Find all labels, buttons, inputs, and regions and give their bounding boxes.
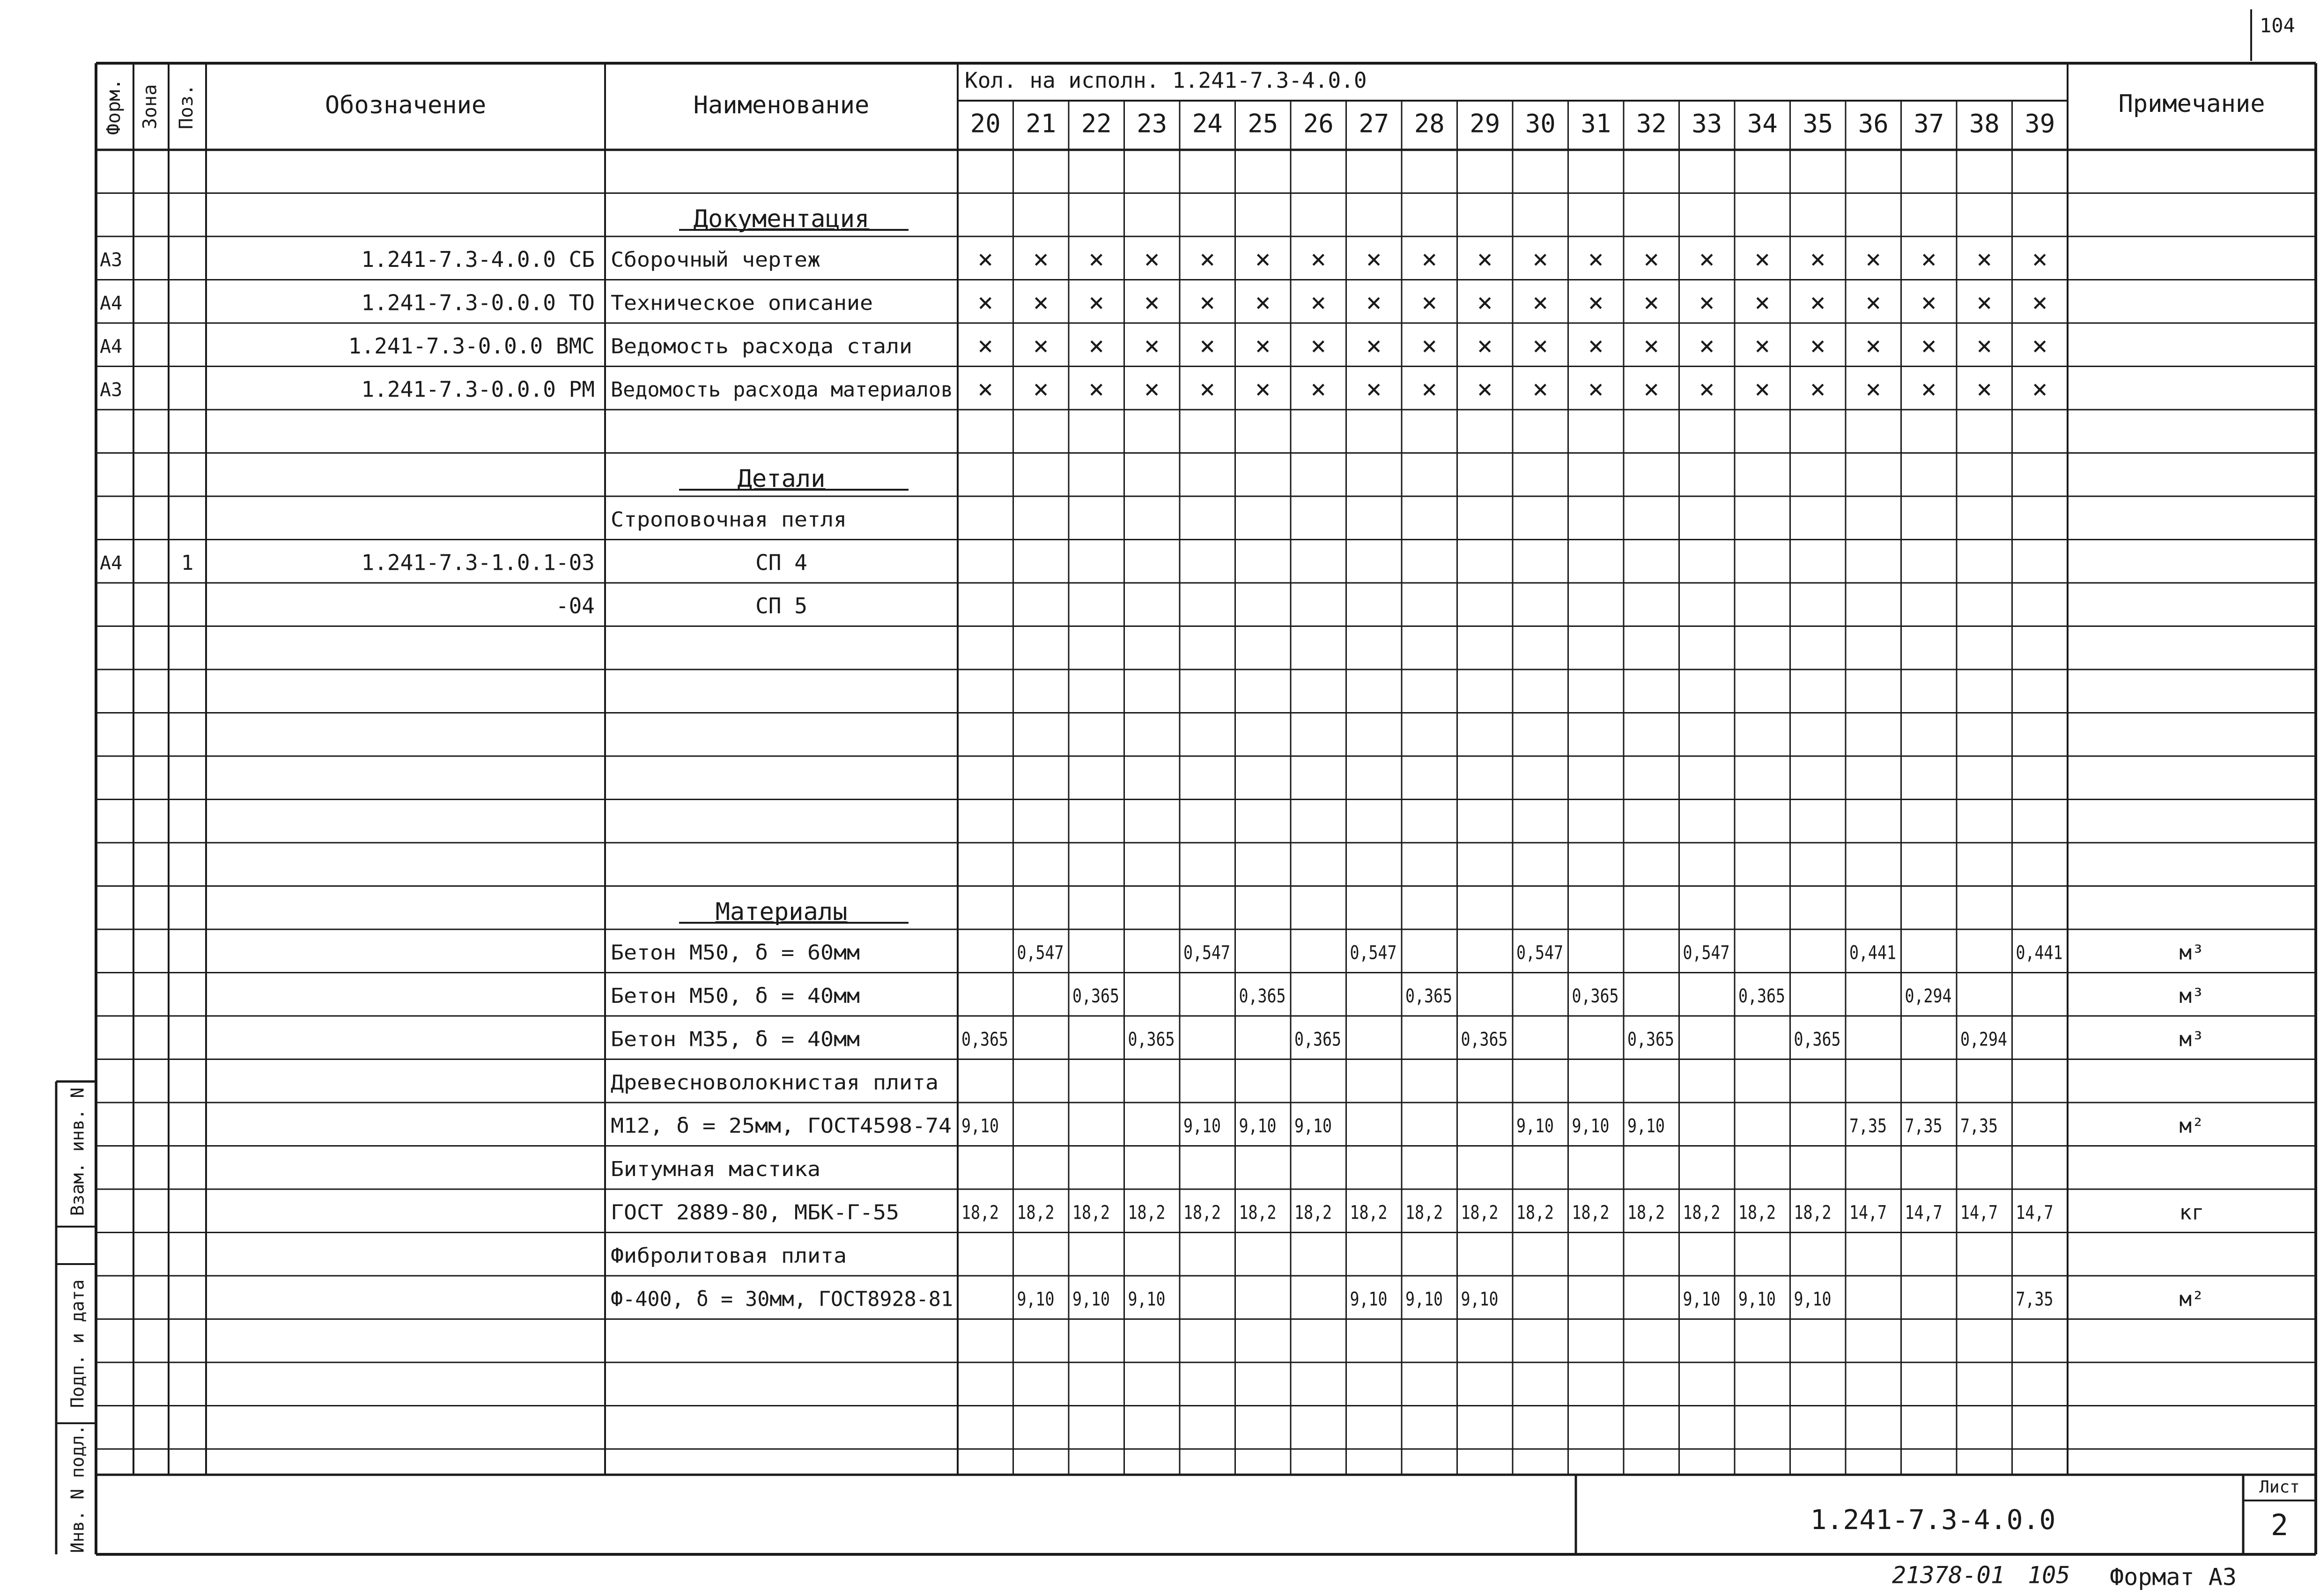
document-code: 1.241-7.3-4.0.0 (1810, 1504, 2056, 1536)
qty-value: 18,2 (1294, 1202, 1332, 1224)
qty-value: 14,7 (1849, 1202, 1887, 1224)
variant-number: 28 (1414, 109, 1445, 139)
qty-value: 9,10 (1183, 1115, 1221, 1137)
qty-mark: × (1699, 331, 1715, 361)
qty-mark: × (1310, 244, 1327, 275)
qty-value: 9,10 (1683, 1288, 1721, 1310)
qty-mark: × (1255, 287, 1271, 318)
qty-value: 18,2 (1128, 1202, 1166, 1224)
variant-number: 37 (1914, 109, 1944, 139)
qty-value: 9,10 (1461, 1288, 1499, 1310)
row-note: м³ (2179, 1027, 2204, 1052)
qty-mark: × (1976, 287, 1993, 318)
row-name: Сборочный чертеж (611, 248, 820, 272)
qty-mark: × (1310, 331, 1327, 361)
qty-mark: × (1810, 244, 1826, 275)
qty-value: 18,2 (1017, 1202, 1055, 1224)
qty-mark: × (1033, 331, 1049, 361)
qty-mark: × (1865, 244, 1882, 275)
qty-mark: × (1255, 331, 1271, 361)
qty-mark: × (1699, 244, 1715, 275)
qty-value: 0,365 (1794, 1029, 1841, 1051)
variant-number: 35 (1803, 109, 1833, 139)
qty-value: 0,365 (1239, 985, 1286, 1007)
qty-mark: × (1144, 287, 1160, 318)
qty-value: 9,10 (1239, 1115, 1277, 1137)
qty-mark: × (1921, 331, 1937, 361)
qty-mark: × (1754, 374, 1771, 405)
qty-mark: × (1255, 374, 1271, 405)
qty-mark: × (1532, 244, 1549, 275)
qty-mark: × (1532, 331, 1549, 361)
header-designation: Обозначение (325, 91, 487, 119)
qty-value: 14,7 (1960, 1202, 1998, 1224)
qty-value: 9,10 (1572, 1115, 1610, 1137)
qty-mark: × (1199, 374, 1216, 405)
qty-mark: × (1921, 287, 1937, 318)
qty-value: 18,2 (1239, 1202, 1277, 1224)
header-note: Примечание (2118, 90, 2265, 118)
qty-mark: × (1643, 374, 1660, 405)
stamp-label: Подп. и дата (67, 1279, 88, 1408)
variant-number: 31 (1581, 109, 1611, 139)
qty-mark: × (977, 287, 994, 318)
qty-mark: × (1144, 331, 1160, 361)
qty-mark: × (1588, 287, 1604, 318)
row-name: Ведомость расхода стали (611, 334, 912, 359)
row-note: кг (2179, 1200, 2204, 1225)
qty-mark: × (1033, 374, 1049, 405)
row-name: Битумная мастика (611, 1157, 820, 1181)
qty-value: 18,2 (1627, 1202, 1665, 1224)
variant-number: 32 (1636, 109, 1667, 139)
qty-mark: × (1754, 244, 1771, 275)
qty-value: 0,365 (1294, 1029, 1341, 1051)
row-name: Строповочная петля (611, 507, 847, 532)
qty-value: 0,365 (1572, 985, 1619, 1007)
qty-mark: × (1366, 331, 1382, 361)
row-name: Бетон М35, δ = 40мм (611, 1027, 860, 1052)
qty-value: 18,2 (1683, 1202, 1721, 1224)
qty-value: 18,2 (1738, 1202, 1776, 1224)
qty-mark: × (1366, 374, 1382, 405)
header-name: Наименование (693, 91, 870, 119)
qty-value: 9,10 (1072, 1288, 1110, 1310)
qty-mark: × (2032, 374, 2048, 405)
qty-mark: × (1532, 287, 1549, 318)
qty-mark: × (977, 374, 994, 405)
qty-mark: × (1588, 374, 1604, 405)
variant-number: 26 (1303, 109, 1334, 139)
qty-mark: × (1033, 244, 1049, 275)
qty-mark: × (1088, 374, 1105, 405)
qty-value: 0,547 (1183, 942, 1230, 964)
qty-value: 18,2 (1405, 1202, 1443, 1224)
sheet-number: 2 (2270, 1508, 2289, 1543)
variant-number: 39 (2024, 109, 2055, 139)
qty-value: 9,10 (1738, 1288, 1776, 1310)
qty-value: 0,365 (1072, 985, 1119, 1007)
qty-mark: × (1477, 374, 1493, 405)
qty-mark: × (1643, 331, 1660, 361)
section-heading: Документация (693, 205, 870, 233)
variant-number: 38 (1969, 109, 2000, 139)
qty-value: 0,365 (1128, 1029, 1175, 1051)
qty-mark: × (1366, 287, 1382, 318)
qty-value: 9,10 (1627, 1115, 1665, 1137)
qty-mark: × (1088, 287, 1105, 318)
variant-number: 33 (1692, 109, 1722, 139)
row-name: СП 5 (755, 593, 807, 618)
qty-value: 14,7 (1905, 1202, 1943, 1224)
qty-mark: × (977, 244, 994, 275)
qty-value: 0,294 (1960, 1029, 2007, 1051)
qty-value: 9,10 (1794, 1288, 1832, 1310)
row-note: м³ (2179, 941, 2204, 965)
qty-value: 18,2 (1350, 1202, 1388, 1224)
qty-mark: × (1421, 331, 1438, 361)
header-zone: Зона (139, 84, 161, 130)
qty-mark: × (1976, 374, 1993, 405)
qty-mark: × (1310, 287, 1327, 318)
qty-mark: × (1865, 374, 1882, 405)
variant-number: 24 (1192, 109, 1223, 139)
qty-value: 0,365 (1461, 1029, 1508, 1051)
qty-mark: × (1976, 244, 1993, 275)
qty-mark: × (1810, 287, 1826, 318)
row-name: М12, δ = 25мм, ГОСТ4598-74 (611, 1114, 952, 1138)
qty-value: 9,10 (1128, 1288, 1166, 1310)
qty-value: 9,10 (1350, 1288, 1388, 1310)
qty-mark: × (1699, 374, 1715, 405)
qty-mark: × (1421, 374, 1438, 405)
qty-value: 9,10 (1405, 1288, 1443, 1310)
qty-mark: × (1754, 287, 1771, 318)
qty-mark: × (1255, 244, 1271, 275)
qty-value: 0,441 (1849, 942, 1896, 964)
row-designation: 1.241-7.3-0.0.0 ТО (361, 290, 595, 316)
qty-value: 18,2 (1516, 1202, 1554, 1224)
qty-mark: × (1865, 331, 1882, 361)
qty-value: 7,35 (2016, 1288, 2054, 1310)
qty-value: 0,365 (1405, 985, 1452, 1007)
qty-value: 18,2 (1072, 1202, 1110, 1224)
qty-mark: × (1921, 244, 1937, 275)
row-form: А3 (100, 249, 123, 271)
qty-mark: × (1199, 331, 1216, 361)
qty-mark: × (1477, 331, 1493, 361)
archive-page: 105 (2028, 1561, 2070, 1589)
qty-value: 0,441 (2016, 942, 2063, 964)
row-name: СП 4 (755, 550, 807, 575)
qty-mark: × (1810, 374, 1826, 405)
qty-mark: × (1754, 331, 1771, 361)
row-name: Бетон М50, δ = 40мм (611, 984, 860, 1008)
row-designation: 1.241-7.3-4.0.0 СБ (361, 246, 595, 272)
format-label: Формат А3 (2110, 1563, 2237, 1591)
variant-number: 21 (1026, 109, 1057, 139)
row-form: А3 (100, 379, 123, 401)
stamp-label: Взам. инв. N (67, 1087, 88, 1216)
row-form: А4 (100, 292, 123, 314)
section-heading: Материалы (715, 897, 848, 926)
qty-value: 14,7 (2016, 1202, 2054, 1224)
qty-mark: × (1810, 331, 1826, 361)
qty-mark: × (2032, 331, 2048, 361)
qty-mark: × (1033, 287, 1049, 318)
qty-value: 0,547 (1350, 942, 1397, 964)
row-name: Фибролитовая плита (611, 1243, 847, 1268)
qty-mark: × (1699, 287, 1715, 318)
variant-number: 36 (1858, 109, 1889, 139)
qty-mark: × (1865, 287, 1882, 318)
variant-number: 27 (1359, 109, 1389, 139)
variant-number: 30 (1525, 109, 1556, 139)
row-note: м² (2179, 1114, 2204, 1138)
qty-value: 0,365 (1738, 985, 1785, 1007)
row-name: Ведомость расхода материалов (611, 377, 953, 402)
qty-mark: × (1421, 287, 1438, 318)
qty-value: 0,547 (1683, 942, 1730, 964)
variant-number: 20 (970, 109, 1001, 139)
qty-mark: × (1144, 374, 1160, 405)
row-designation: -04 (555, 593, 595, 618)
variant-number: 29 (1470, 109, 1500, 139)
row-form: А4 (100, 552, 123, 574)
qty-value: 7,35 (1960, 1115, 1998, 1137)
qty-value: 0,547 (1516, 942, 1563, 964)
qty-mark: × (2032, 244, 2048, 275)
row-designation: 1.241-7.3-1.0.1-03 (361, 550, 595, 575)
row-form: А4 (100, 336, 123, 358)
row-name: Техническое описание (611, 291, 873, 315)
qty-value: 18,2 (1461, 1202, 1499, 1224)
qty-mark: × (1532, 374, 1549, 405)
qty-value: 9,10 (1017, 1288, 1055, 1310)
qty-mark: × (1588, 331, 1604, 361)
row-note: м² (2179, 1287, 2204, 1311)
row-pos: 1 (181, 551, 194, 575)
row-name: Ф-400, δ = 30мм, ГОСТ8928-81 (611, 1287, 953, 1311)
qty-mark: × (1921, 374, 1937, 405)
qty-value: 9,10 (961, 1115, 999, 1137)
qty-mark: × (1144, 244, 1160, 275)
row-name: ГОСТ 2889-80, МБК-Г-55 (611, 1200, 899, 1225)
qty-value: 18,2 (1794, 1202, 1832, 1224)
qty-mark: × (1643, 287, 1660, 318)
variant-number: 34 (1747, 109, 1778, 139)
qty-mark: × (1366, 244, 1382, 275)
row-note: м³ (2179, 984, 2204, 1008)
section-heading: Детали (737, 464, 826, 493)
qty-mark: × (2032, 287, 2048, 318)
qty-value: 0,547 (1017, 942, 1064, 964)
qty-mark: × (1477, 244, 1493, 275)
qty-mark: × (1477, 287, 1493, 318)
row-designation: 1.241-7.3-0.0.0 ВМС (348, 333, 595, 359)
qty-value: 9,10 (1294, 1115, 1332, 1137)
row-name: Древесноволокнистая плита (611, 1070, 938, 1095)
qty-value: 0,365 (1627, 1029, 1674, 1051)
qty-mark: × (1088, 244, 1105, 275)
header-form: Форм. (103, 78, 125, 135)
qty-mark: × (1310, 374, 1327, 405)
qty-value: 18,2 (1572, 1202, 1610, 1224)
stamp-label: Инв. N подл. (67, 1424, 88, 1553)
page-number: 104 (2260, 14, 2295, 37)
row-name: Бетон М50, δ = 60мм (611, 941, 860, 965)
sheet-label: Лист (2259, 1478, 2300, 1497)
qty-mark: × (1421, 244, 1438, 275)
qty-value: 7,35 (1849, 1115, 1887, 1137)
qty-mark: × (1088, 331, 1105, 361)
qty-mark: × (977, 331, 994, 361)
qty-value: 18,2 (961, 1202, 999, 1224)
row-designation: 1.241-7.3-0.0.0 РМ (361, 376, 595, 402)
qty-value: 9,10 (1516, 1115, 1554, 1137)
qty-value: 7,35 (1905, 1115, 1943, 1137)
qty-value: 0,294 (1905, 985, 1952, 1007)
variant-number: 23 (1137, 109, 1167, 139)
qty-mark: × (1643, 244, 1660, 275)
qty-mark: × (1199, 244, 1216, 275)
header-pos: Поз. (176, 84, 197, 130)
qty-mark: × (1976, 331, 1993, 361)
header-qty-title: Кол. на исполн. 1.241-7.3-4.0.0 (965, 67, 1367, 93)
variant-number: 25 (1248, 109, 1278, 139)
qty-value: 18,2 (1183, 1202, 1221, 1224)
qty-value: 0,365 (961, 1029, 1008, 1051)
qty-mark: × (1588, 244, 1604, 275)
variant-number: 22 (1081, 109, 1112, 139)
qty-mark: × (1199, 287, 1216, 318)
archive-number: 21378-01 (1892, 1561, 2005, 1589)
